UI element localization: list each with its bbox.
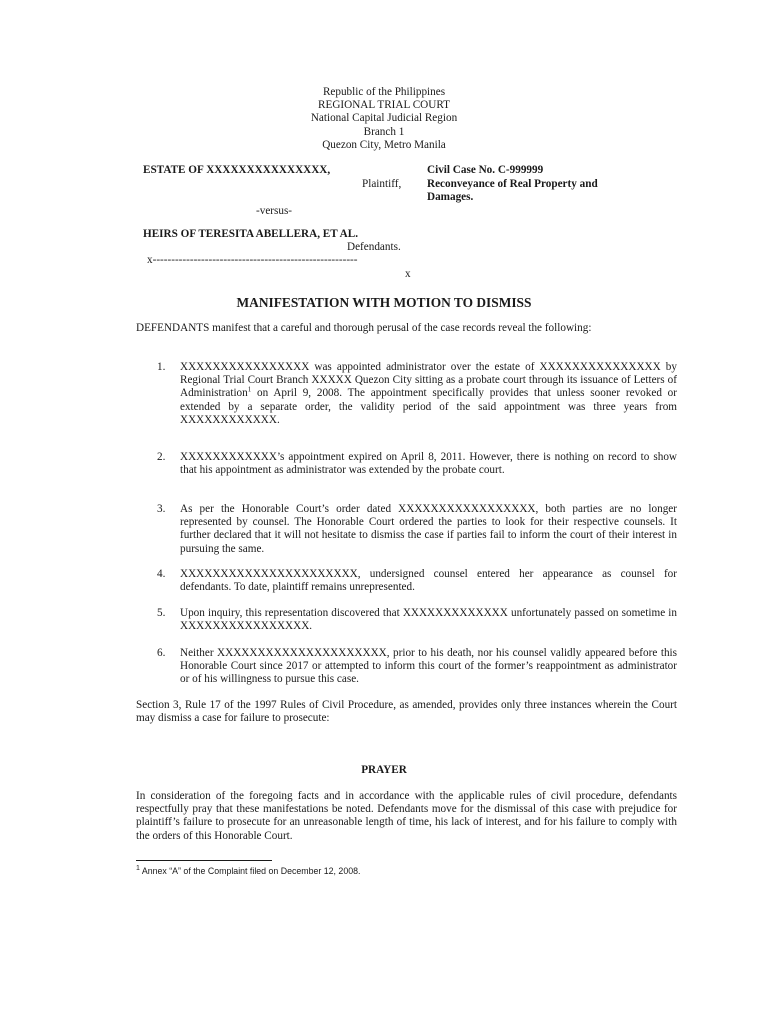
header-branch: Branch 1 bbox=[363, 125, 405, 138]
footnote-divider bbox=[136, 860, 272, 861]
header-region: National Capital Judicial Region bbox=[310, 112, 458, 125]
item-text: Upon inquiry, this representation discovered that XXXXXXXXXXXXX unfortunately passed on sometime in XXXXXXXXXXXXXXXX. bbox=[180, 607, 677, 633]
item-text-part: on April 9, 2008. The appointment specifically provides that unless sooner revoked or extended by a separate order, the validity period of the said appointment was three years from XXXXXXXXXXXX. bbox=[180, 387, 677, 426]
item-text-part: XXXXXXXXXXXXXXXX was appointed administrator over the estate of XXXXXXXXXXXXXXX by Regional Trial Court Branch XXXXX Quezon City sitting as a probate court through its issuance of Letters of Administration bbox=[180, 361, 677, 400]
list-item bbox=[0, 503, 768, 558]
header-court: REGIONAL TRIAL COURT bbox=[318, 99, 450, 112]
case-nature-line1: Reconveyance of Real Property and bbox=[427, 178, 598, 190]
footnote-marker: 1 bbox=[136, 865, 140, 873]
item-number: 6. bbox=[157, 647, 166, 659]
item-text: XXXXXXXXXXXXXXXXXXXXXX, undersigned counsel entered her appearance as counsel for defendants. To date, plaintiff remains unrepresented. bbox=[180, 568, 677, 594]
document-title: MANIFESTATION WITH MOTION TO DISMISS bbox=[236, 295, 532, 310]
defendant-name: HEIRS OF TERESITA ABELLERA, ET AL. bbox=[143, 228, 359, 240]
footnote-reference: 1 bbox=[247, 385, 252, 394]
caption-separator-end: x bbox=[405, 268, 411, 280]
item-number: 2. bbox=[157, 451, 166, 463]
item-number: 4. bbox=[157, 568, 166, 580]
case-number: Civil Case No. C-999999 bbox=[427, 164, 544, 176]
item-text: As per the Honorable Court’s order dated XXXXXXXXXXXXXXXXX, both parties are no longer represented by counsel. The Honorable Court ordered the parties to look for their respective counsels. It further declared that it will not hesitate to dismiss the case if parties fail to inform the court of their interest in pursuing the same. bbox=[180, 503, 677, 555]
case-nature-line2: Damages. bbox=[427, 191, 474, 203]
plaintiff-label: Plaintiff, bbox=[362, 178, 402, 190]
court-header bbox=[0, 86, 768, 152]
defendant-label: Defendants. bbox=[347, 241, 401, 253]
versus-label: -versus- bbox=[256, 205, 293, 217]
list-item bbox=[0, 607, 768, 635]
item-text: XXXXXXXXXXXX’s appointment expired on April 8, 2011. However, there is nothing on record to show that his appointment as administrator was extended by the probate court. bbox=[180, 451, 677, 477]
footnote bbox=[136, 865, 360, 878]
list-item bbox=[0, 647, 768, 689]
item-text: Neither XXXXXXXXXXXXXXXXXXXXX, prior to his death, nor his counsel validly appeared before this Honorable Court since 2017 or attempted to inform this court of the former’s reappointment as administrator or of his willingness to pursue this case. bbox=[180, 647, 677, 686]
footnote-text: Annex “A” of the Complaint filed on December 12, 2008. bbox=[139, 866, 361, 876]
header-city: Quezon City, Metro Manila bbox=[322, 138, 446, 151]
section-paragraph: Section 3, Rule 17 of the 1997 Rules of Civil Procedure, as amended, provides only three instances wherein the Court may dismiss a case for failure to prosecute: bbox=[136, 699, 677, 725]
item-number: 5. bbox=[157, 607, 166, 619]
caption-separator: x------------------------------------------------------- bbox=[147, 254, 358, 266]
list-item bbox=[0, 451, 768, 491]
intro-paragraph: DEFENDANTS manifest that a careful and thorough perusal of the case records reveal the following: bbox=[136, 322, 592, 334]
header-republic: Republic of the Philippines bbox=[322, 86, 446, 98]
list-item bbox=[0, 568, 768, 596]
plaintiff-name: ESTATE OF XXXXXXXXXXXXXXX, bbox=[143, 164, 331, 176]
prayer-heading: PRAYER bbox=[361, 764, 407, 776]
list-item bbox=[0, 361, 768, 441]
item-text bbox=[180, 361, 677, 427]
item-number: 1. bbox=[157, 361, 166, 373]
item-number: 3. bbox=[157, 503, 166, 515]
prayer-paragraph: In consideration of the foregoing facts and in accordance with the applicable rules of civil procedure, defendants respectfully pray that these manifestations be noted. Defendants move for the dismissal of this case with prejudice for plaintiff’s failure to prosecute for an unreasonable length of time, his lack of interest, and for his failure to comply with the orders of this Honorable Court. bbox=[136, 790, 677, 842]
